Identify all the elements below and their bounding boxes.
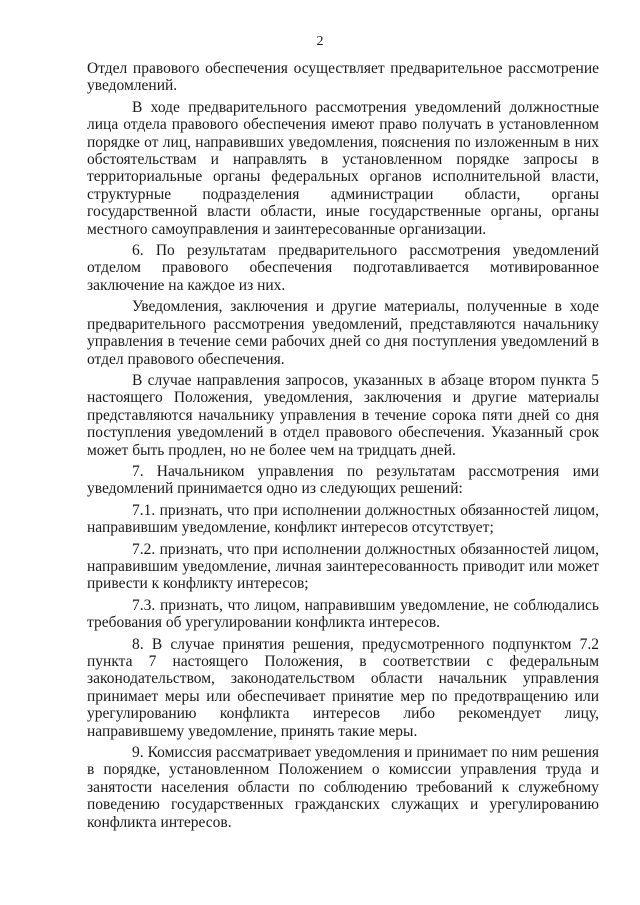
paragraph-item-7: 7. Начальником управления по результатам рассмотрения ими уведомлений принимается одно из следующих решений: [87, 462, 599, 498]
paragraph-item-7-2: 7.2. признать, что при исполнении должностных обязанностей лицом, направившим уведомление, личная заинтересованность приводит или может привести к конфликту интересов; [87, 540, 599, 593]
paragraph-item-9: 9. Комиссия рассматривает уведомления и принимает по ним решения в порядке, установленном Положением о комиссии управления труда и занятости населения области по соблюдению требований к служебному поведению государственных гражданских служащих и урегулированию конфликта интересов. [87, 744, 599, 831]
document-body [87, 60, 599, 835]
paragraph-item-6: 6. По результатам предварительного рассмотрения уведомлений отделом правового обеспечения подготавливается мотивированное заключение на каждое из них. [87, 242, 599, 294]
paragraph-legal-dept: Отдел правового обеспечения осуществляет предварительное рассмотрение уведомлений. [87, 60, 599, 95]
paragraph-materials: Уведомления, заключения и другие материалы, полученные в ходе предварительного рассмотрения уведомлений, представляются начальнику управления в течение семи рабочих дней со дня поступления уведомлений в отдел правового обеспечения. [87, 298, 599, 368]
paragraph-item-7-1: 7.1. признать, что при исполнении должностных обязанностей лицом, направившим уведомление, конфликт интересов отсутствует; [87, 501, 599, 537]
paragraph-requests: В случае направления запросов, указанных в абзаце втором пункта 5 настоящего Положения, уведомления, заключения и другие материалы представляются начальнику управления в течение сорока пяти дней со дня поступления уведомлений в отдел правового обеспечения. Указанный срок может быть продлен, но не более чем на тридцать дней. [87, 371, 599, 459]
paragraph-item-7-3: 7.3. признать, что лицом, направившим уведомление, не соблюдались требования об урегулировании конфликта интересов. [87, 596, 599, 632]
paragraph-item-8: 8. В случае принятия решения, предусмотренного подпунктом 7.2 пункта 7 настоящего Положения, в соответствии с федеральным законодательством, законодательством области начальник управления принимает меры или обеспечивает принятие мер по предотвращению или урегулированию конфликта интересов либо рекомендует лицу, направившему уведомление, принять такие меры. [87, 635, 599, 740]
page-number: 2 [316, 34, 324, 49]
paragraph-preliminary-review: В ходе предварительного рассмотрения уведомлений должностные лица отдела правового обеспечения имеют право получать в установленном порядке от лиц, направивших уведомления, пояснения по изложенным в них обстоятельствам и направлять в установленном порядке запросы в территориальные органы федеральных органов исполнительной власти, структурные подразделения администрации области, органы государственной власти области, иные государственные органы, органы местного самоуправления и заинтересованные организации. [87, 98, 599, 238]
